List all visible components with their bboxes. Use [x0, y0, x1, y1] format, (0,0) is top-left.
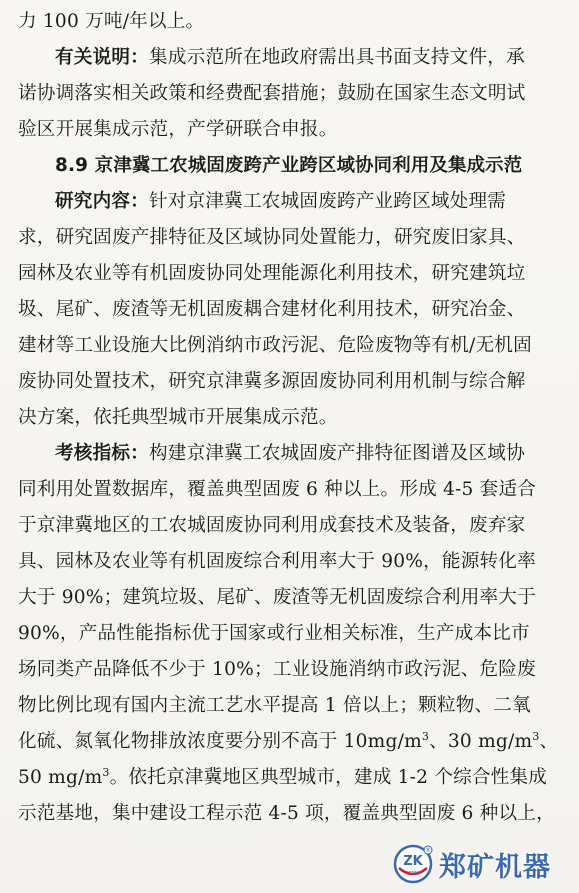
text-line-12: 决方案，依托典型城市开展集成示范。 [18, 407, 338, 428]
text-line-22: 50 $mg/m^3$。依托京津冀地区典型城市，建成 1-2 个综合性集成 [18, 765, 548, 788]
text-line-8: 园林及农业等有机固废协同处理能源化利用技术，研究建筑垃 [18, 263, 526, 284]
text-line-6: 研究内容：针对京津冀工农城固废跨产业跨区域处理需 [55, 191, 507, 212]
text-line-10: 建材等工业设施大比例消纳市政污泥、危险废物等有机/无机固 [18, 335, 532, 356]
document-text [18, 4, 570, 832]
section-heading-8-9: 8.9 京津冀工农城固废跨产业跨区域协同利用及集成示范 [55, 155, 523, 176]
registered-mark: ® [425, 847, 431, 854]
text-line-14: 同利用处置数据库，覆盖典型固废 6 种以上。形成 4-5 套适合 [18, 479, 537, 500]
label-research-content: 研究内容： [55, 191, 149, 212]
text-line-13: 考核指标：构建京津冀工农城固废产排特征图谱及区域协 [55, 443, 525, 464]
text-line-9: 圾、尾矿、废渣等无机固废耦合建材化利用技术，研究冶金、 [18, 299, 526, 320]
text-line-11: 废协同处置技术，研究京津冀多源固废协同利用机制与综合解 [18, 371, 526, 392]
text-line-18: 90%，产品性能指标优于国家或行业相关标准，生产成本比市 [18, 623, 530, 644]
text-line-3: 诺协调落实相关政策和经费配套措施；鼓励在国家生态文明试 [18, 83, 526, 104]
zk-logo-icon [393, 844, 433, 884]
logo-subtext: zzkj [408, 870, 418, 876]
text-line-1: 力 100 万吨/年以上。 [18, 11, 205, 32]
text-line-19: 场同类产品降低不少于 10%；工业设施消纳市政污泥、危险废 [18, 659, 536, 680]
text-line-23: 示范基地，集中建设工程示范 4-5 项，覆盖典型固废 6 种以上， [18, 803, 555, 824]
text-line-7: 求，研究固废产排特征及区域协同处置能力，研究废旧家具、 [18, 227, 526, 248]
brand-watermark [393, 841, 573, 887]
label-assessment-indicators: 考核指标： [55, 443, 149, 464]
text-line-2: 有关说明：集成示范所在地政府需出具书面支持文件，承 [55, 47, 525, 68]
logo-letters: ZK [403, 854, 423, 869]
text-line-21: 化硫、氮氧化物排放浓度要分别不高于 $10mg/m^3$、30 $mg/m^3$、 [18, 729, 559, 752]
brand-name: 郑矿机器 [439, 851, 551, 883]
label-related-notes: 有关说明： [55, 47, 149, 68]
text-line-16: 具、园林及农业等有机固废综合利用率大于 90%，能源转化率 [18, 551, 536, 572]
text-line-15: 于京津冀地区的工农城固废协同利用成套技术及装备，废弃家 [18, 515, 526, 536]
text-line-20: 物比例比现有国内主流工艺水平提高 1 倍以上；颗粒物、二氧 [18, 695, 531, 716]
text-line-4: 验区开展集成示范，产学研联合申报。 [18, 119, 338, 140]
text-line-17: 大于 90%；建筑垃圾、尾矿、废渣等无机固废综合利用率大于 [18, 587, 536, 608]
